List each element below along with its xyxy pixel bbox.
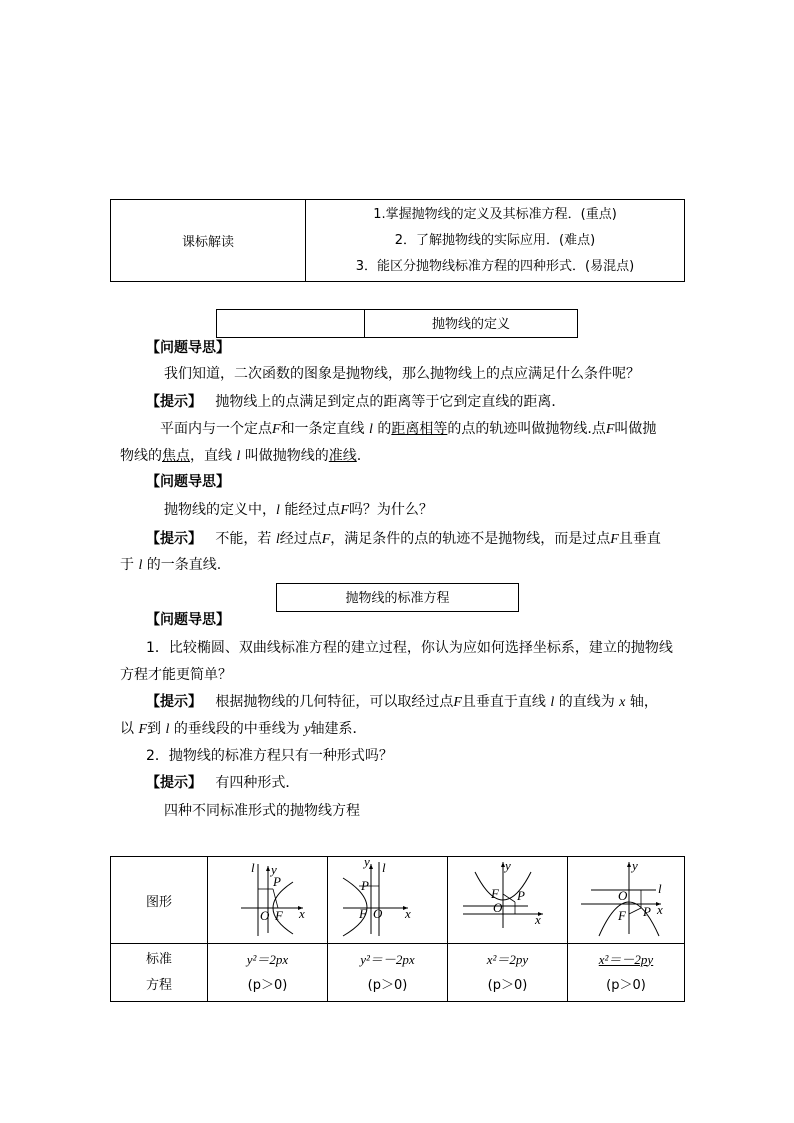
hint-text: 有四种形式． [215,775,300,791]
hint-text: 根据抛物线的几何特征，可以取经过点 [215,694,454,710]
equation-cell [208,944,328,1002]
focus-label: F [358,906,367,921]
hint-var: x [619,695,626,710]
def-var: l [369,422,373,437]
objectives-label: 课标解读 [181,235,234,250]
hint-var: F [138,722,148,737]
directrix-label: l [381,860,386,875]
directrix-label: l [658,881,662,896]
y-axis-label: y [504,858,511,873]
section2-hint1-line2 [120,719,366,740]
section2-hint1-line1 [146,692,658,713]
definition-line2 [120,446,361,467]
def-var: l [236,449,241,464]
def-text: 的点的轨迹叫做抛物线.点 [447,421,606,437]
graph-label: 图形 [145,894,172,910]
objective-item: 1.掌握抛物线的定义及其标准方程．(重点) [373,206,617,222]
x-axis-label: x [298,906,305,921]
q2-var: l [276,503,280,518]
section1-title: 抛物线的定义 [431,317,510,332]
hint-text: 的垂线段的中垂线为 [173,721,300,737]
def-text: 物线的 [120,448,162,464]
section1-q1-text: 我们知道，二次函数的图象是抛物线，那么抛物线上的点应满足什么条件呢？ [164,366,640,382]
section1-q2-text [164,500,433,521]
def-underlined: 准线 [328,448,357,464]
hint-label: 【提示】 [146,775,202,791]
section1-hint2-line2 [120,555,221,576]
equation-cell [448,944,568,1002]
parabola-right-graph [213,858,323,938]
origin-label: O [372,906,382,921]
hint-text: 的直线为 [558,694,615,710]
y-axis-label: y [270,862,277,877]
def-text: . [356,448,362,464]
hint-var: y [304,722,311,737]
y-axis-label: y [363,858,370,869]
directrix-label: l [250,860,255,875]
parabola-up-graph [453,858,563,938]
def-text: 和一条定直线 [280,421,365,437]
hint-text: 抛物线上的点满足到定点的距离等于它到定直线的距离． [215,394,566,410]
q2-text: 能经过点 [284,502,341,518]
objective-item: 2．了解抛物线的实际应用．(难点) [394,232,596,248]
q2-var: F [340,503,349,518]
standard-equation: x²＝－2py [598,951,654,967]
equation-label-line1: 标准 [145,951,172,967]
section2-q1-line1: 1．比较椭圆、双曲线标准方程的建立过程，你认为应如何选择坐标系，建立的抛物线 [146,640,673,656]
point-label: P [360,878,369,893]
graph-cell-left [328,857,448,944]
hint-text: 经过点 [279,531,322,547]
hint-text: 不能，若 [215,531,272,547]
x-axis-label: x [534,912,541,927]
hint-text: ，满足条件的点的轨迹不是抛物线，而是过点 [330,531,611,547]
graph-cell-up [448,857,568,944]
objectives-table [110,199,685,282]
hint-text: 轴， [629,694,658,710]
hint-text: 轴建系． [310,721,367,737]
section2-title: 抛物线的标准方程 [345,591,450,606]
parabola-down-graph [571,858,681,938]
def-text: ，直线 [190,448,232,464]
hint-text: 于 [120,557,134,573]
row-label-graph [111,857,208,944]
q2-text: 吗？为什么？ [348,502,433,518]
point-label: P [272,874,281,889]
origin-label: O [618,888,628,903]
focus-label: F [274,908,283,923]
origin-label: O [259,908,269,923]
section1-hint1 [146,392,565,412]
parabola-forms-table [110,856,685,1002]
y-axis-label: y [632,858,638,873]
standard-equation: x²＝2py [486,951,529,967]
def-underlined: 距离相等 [391,421,448,437]
objectives-items-cell [306,200,685,282]
def-var: F [272,422,281,437]
hint-label: 【提示】 [146,694,202,710]
hint-var: F [610,532,619,547]
standard-equation: y²＝－2px [360,951,415,967]
section1-hint2-line1 [146,529,661,550]
hint-var: l [275,532,280,547]
equation-condition: (p＞0) [487,977,528,993]
hint-var: F [453,695,462,710]
q2-text: 抛物线的定义中， [164,502,276,518]
hint-var: F [321,532,331,547]
section2-q-label: 【问题导思】 [146,612,230,628]
section2-q1-line2: 方程才能更简单？ [120,667,232,683]
equation-cell [568,944,685,1002]
hint-label: 【提示】 [146,394,202,410]
section1-q1-label: 【问题导思】 [146,340,230,356]
hint-text: 到 [147,721,162,737]
hint-text: 且垂直于直线 [461,694,546,710]
x-axis-label: x [404,906,411,921]
equation-cell [328,944,448,1002]
point-label: P [516,888,525,903]
hint-var: l [138,558,143,573]
def-underlined: 焦点 [162,448,190,464]
graph-cell-down [568,857,685,944]
equation-label-line2: 方程 [145,977,172,993]
def-var: F [605,422,615,437]
objectives-label-cell [111,200,306,282]
section2-header-box [276,583,519,612]
section1-header-box [216,309,578,338]
hint-var: l [165,722,170,737]
equation-condition: (p＞0) [247,977,288,993]
parabola-left-graph [333,858,443,938]
def-text: 叫做抛物线的 [244,448,329,464]
section1-q2-label: 【问题导思】 [146,474,230,490]
origin-label: O [492,900,502,915]
equation-condition: (p＞0) [606,977,646,993]
section2-hint2 [146,773,299,793]
table-caption: 四种不同标准形式的抛物线方程 [164,803,360,819]
graph-cell-right [208,857,328,944]
hint-text: 且垂直 [618,531,661,547]
def-text: 的 [377,421,392,437]
hint-label: 【提示】 [146,531,202,547]
row-label-equation [111,944,208,1002]
x-axis-label: x [657,902,663,917]
section2-q2: 2．抛物线的标准方程只有一种形式吗？ [146,748,393,764]
def-text: 叫做抛 [614,421,657,437]
hint-text: 以 [120,721,134,737]
focus-label: F [618,908,626,923]
hint-var: l [550,695,555,710]
def-text: 平面内与一个定点 [160,421,272,437]
definition-line1 [160,419,656,440]
focus-label: F [490,886,499,901]
objective-item: 3．能区分抛物线标准方程的四种形式．(易混点) [355,258,635,274]
standard-equation: y²＝2px [246,951,289,967]
hint-text: 的一条直线. [146,557,222,573]
point-label: P [643,904,651,919]
equation-condition: (p＞0) [367,977,408,993]
